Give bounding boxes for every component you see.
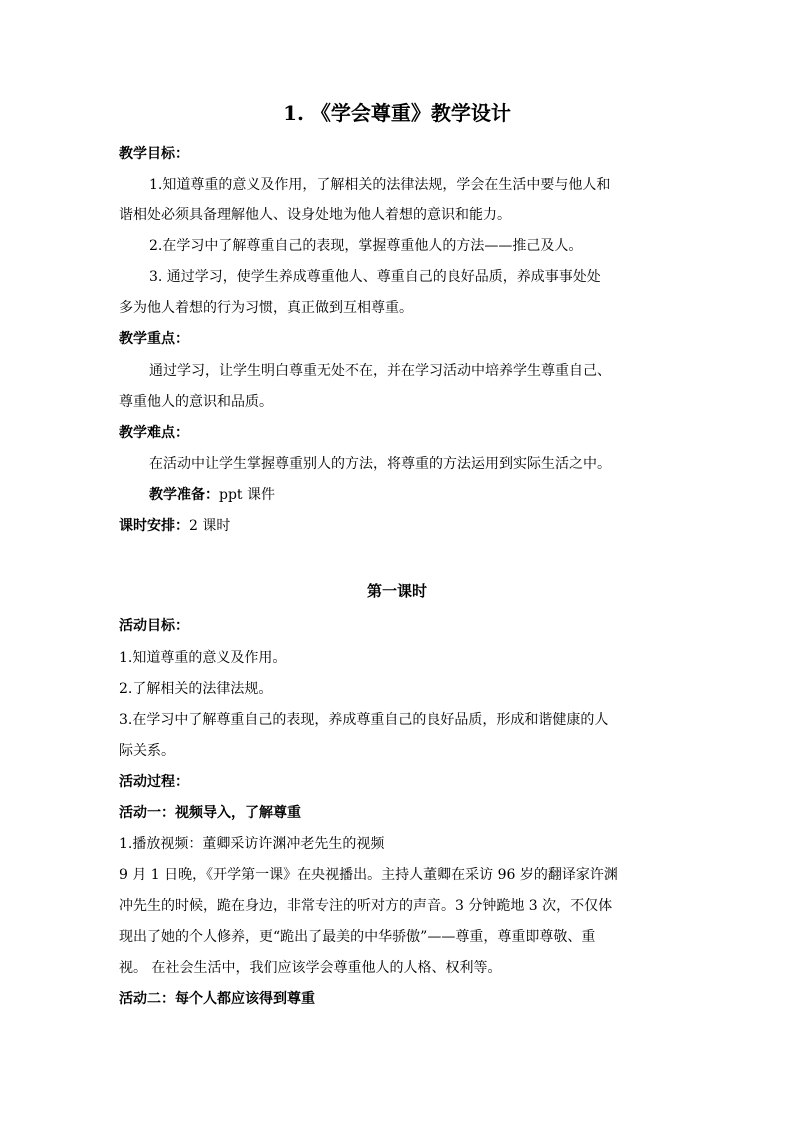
objective-1-line-2: 谐相处必须具备理解他人、设身处地为他人着想的意识和能力。: [119, 207, 511, 223]
activity-goal-3-line-1: 3.在学习中了解尊重自己的表现，养成尊重自己的良好品质，形成和谐健康的人: [119, 712, 609, 728]
activity-process-heading: 活动过程：: [119, 774, 189, 790]
schedule-value: 2 课时: [189, 518, 231, 534]
activity-2-heading: 活动二：每个人都应该得到尊重: [119, 991, 315, 1007]
objective-2-line-1: 2.在学习中了解尊重自己的表现，掌握尊重他人的方法——推己及人。: [149, 238, 583, 254]
schedule-label: 课时安排：: [119, 518, 189, 534]
key-points-line-2: 尊重他人的意识和品质。: [119, 394, 273, 410]
preparation-row: [149, 485, 275, 505]
difficulties-heading: 教学难点：: [119, 425, 189, 441]
activity-1-text-line-4: 视。 在社会生活中，我们应该学会尊重他人的人格、权利等。: [119, 960, 502, 976]
difficulties-line-1: 在活动中让学生掌握尊重别人的方法，将尊重的方法运用到实际生活之中。: [149, 456, 611, 472]
schedule-row: [119, 516, 230, 536]
activity-1-heading: 活动一：视频导入，了解尊重: [119, 805, 301, 821]
activity-goal-1: 1.知道尊重的意义及作用。: [119, 650, 287, 666]
key-points-heading: 教学重点：: [119, 331, 189, 347]
activity-1-step-1: 1.播放视频：董卿采访许渊冲老先生的视频: [119, 836, 385, 852]
preparation-value: ppt 课件: [219, 487, 275, 503]
preparation-label: 教学准备：: [149, 487, 219, 503]
activity-1-text-line-1: 9 月 1 日晚，《开学第一课》在央视播出。主持人董卿在采访 96 岁的翻译家许渊: [119, 867, 618, 883]
objectives-heading: 教学目标：: [119, 146, 189, 162]
lesson-1-heading: 第一课时: [366, 582, 427, 600]
objective-3-line-1: 3. 通过学习，使学生养成尊重他人、尊重自己的良好品质，养成事事处处: [149, 269, 601, 285]
activity-1-text-line-2: 冲先生的时候，跪在身边，非常专注的听对方的声音。3 分钟跪地 3 次，不仅体: [119, 898, 613, 914]
objective-3-line-2: 多为他人着想的行为习惯，真正做到互相尊重。: [119, 300, 413, 316]
objective-1-line-1: 1.知道尊重的意义及作用，了解相关的法律法规，学会在生活中要与他人和: [149, 177, 611, 193]
document-title: 1. 《学会尊重》教学设计: [283, 101, 511, 125]
activity-1-text-line-3: 现出了她的个人修养，更“跪出了最美的中华骄傲”——尊重，尊重即尊敬、重: [119, 929, 596, 945]
activity-goal-3-line-2: 际关系。: [119, 743, 175, 759]
activity-goals-heading: 活动目标：: [119, 618, 189, 634]
key-points-line-1: 通过学习，让学生明白尊重无处不在，并在学习活动中培养学生尊重自己、: [149, 363, 611, 379]
activity-goal-2: 2.了解相关的法律法规。: [119, 681, 273, 697]
